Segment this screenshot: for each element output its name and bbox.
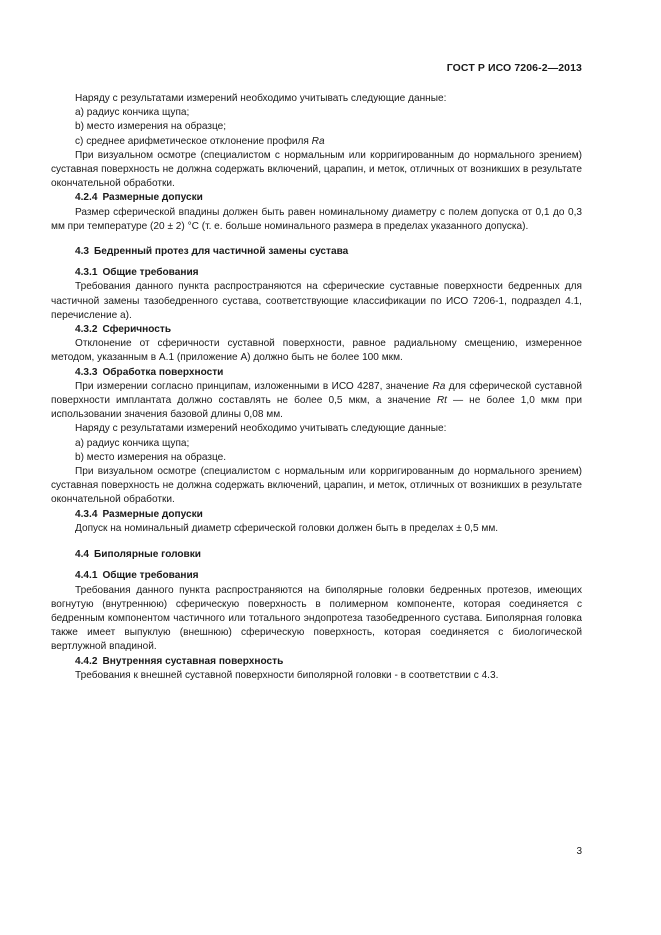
list-item-c: c) среднее арифметическое отклонение профиля Ra [75,135,325,147]
paragraph-measurement-intro-2: Наряду с результатами измерений необходимо учитывать следующие данные: [75,423,447,435]
paragraph-4-3-3: При измерении согласно принципам, изложенными в ИСО 4287, значение Ra для сферической суставной поверхности имплантата должно составлять не более 0,5 мкм, а значение Rt — не более 1,0 мкм при использовании значения базовой длины 0,08 мм. [51,380,582,421]
section-heading-4-3: 4.3 Бедренный протез для частичной замены сустава [75,246,349,258]
list-item-a: a) радиус кончика щупа; [75,107,190,119]
section-heading-4-2-4: 4.2.4 Размерные допуски [75,192,203,204]
section-heading-4-4: 4.4 Биполярные головки [75,549,202,561]
section-heading-4-3-3: 4.3.3 Обработка поверхности [75,366,224,378]
section-heading-4-3-2: 4.3.2 Сферичность [75,324,172,336]
paragraph-4-3-4: Допуск на номинальный диаметр сферической головки должен быть в пределах ± 0,5 мм. [75,522,499,534]
paragraph-visual-inspection-2: При визуальном осмотре (специалистом с нормальным или корригированным до нормального зрением) суставная поверхность не должна содержать включений, царапин, и меток, отличных от возникших в результате окончательной обработки. [51,466,582,506]
section-heading-4-4-2: 4.4.2 Внутренняя суставная поверхность [75,655,284,667]
paragraph-4-4-2: Требования к внешней суставной поверхности биполярной головки - в соответствии с 4.3. [75,669,499,681]
paragraph-4-3-1: Требования данного пункта распространяются на сферические суставные поверхности бедренных для частичной замены тазобедренного сустава, соответствующие классификации по ИСО 7206-1, подраздел 4.1, перечисление а). [51,281,582,321]
paragraph-visual-inspection: При визуальном осмотре (специалистом с нормальным или корригированным до нормального зрением) суставная поверхность не должна содержать включений, царапин, и меток, отличных от возникших в результате окончательной обработки. [51,149,582,190]
page-number: 3 [576,846,582,857]
list-item-a-2: a) радиус кончика щупа; [75,437,190,449]
paragraph-measurement-intro: Наряду с результатами измерений необходимо учитывать следующие данные: [75,93,447,104]
paragraph-4-3-2: Отклонение от сферичности суставной поверхности, равное радиальному смещению, измеренное методом, указанным в А.1 (приложение А) должно быть не более 100 мкм. [51,338,582,364]
paragraph-4-2-4: Размер сферической впадины должен быть равен номинальному диаметру с полем допуска от 0,1 до 0,3 мм при температуре (20 ± 2) °С (т. е. больше номинального размера в пределах указанного допуска). [51,206,582,232]
paragraph-4-4-1: Требования данного пункта распространяются на биполярные головки бедренных протезов, имеющих вогнутую (внутреннюю) сферическую поверхность в полимерном компоненте, которая соединяется с бедренным компонентом частичного или тотального эндопротеза тазобедренного сустава. Биполярная головка также имеет выпуклую (внешнюю) сферическую поверхность, которая соединяется с биологической вертлужной впадиной. [51,584,582,653]
list-item-b: b) место измерения на образце; [75,121,227,133]
section-heading-4-3-1: 4.3.1 Общие требования [75,267,199,279]
variable-ra: Ra [311,135,325,147]
list-item-b-2: b) место измерения на образце. [75,451,227,463]
page-content [51,92,582,683]
section-heading-4-4-1: 4.4.1 Общие требования [75,570,199,582]
document-header: ГОСТ Р ИСО 7206-2—2013 [446,62,582,74]
section-heading-4-3-4: 4.3.4 Размерные допуски [75,508,203,520]
